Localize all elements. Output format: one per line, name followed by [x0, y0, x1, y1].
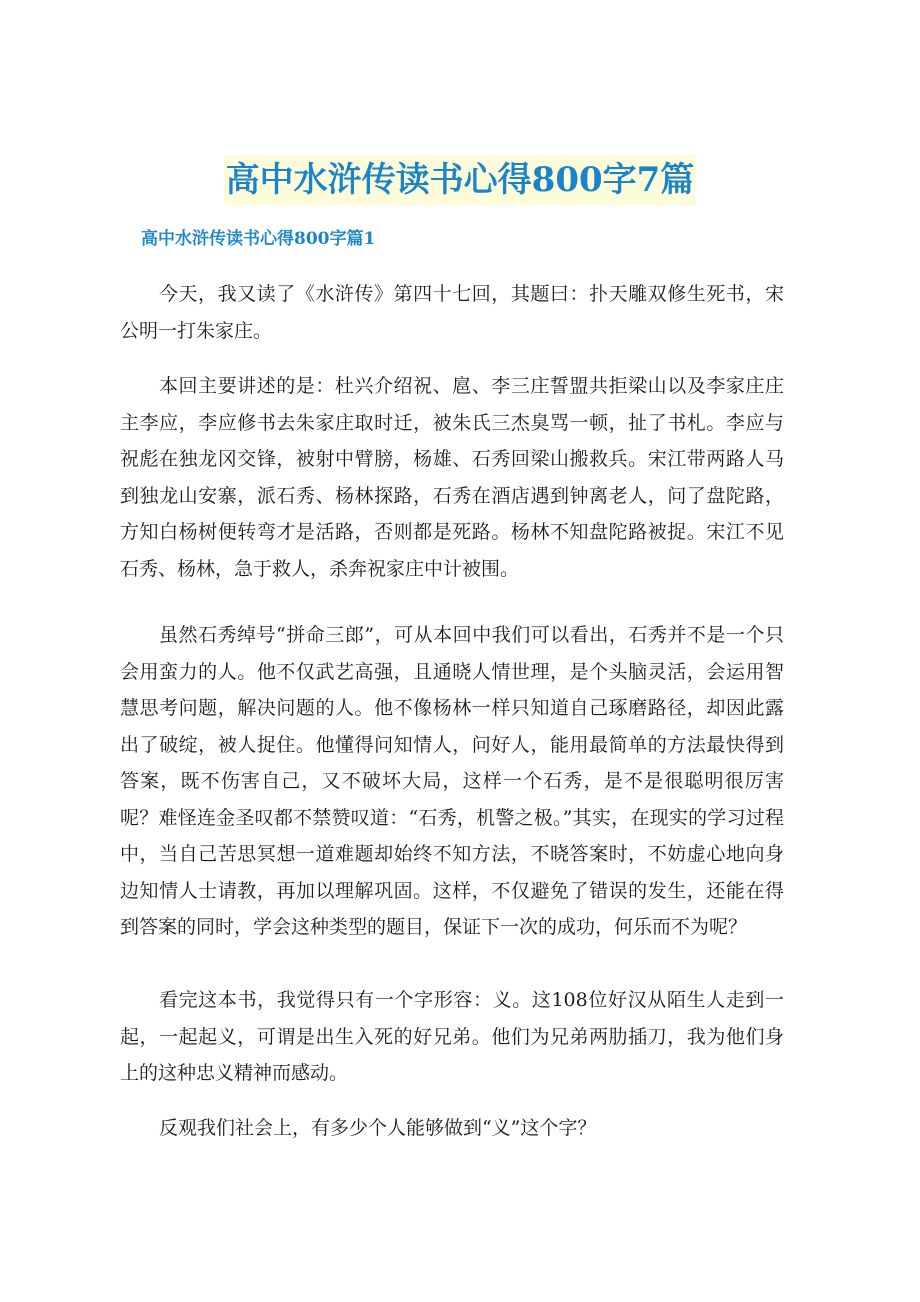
- paragraph-2: 本回主要讲述的是：杜兴介绍祝、扈、李三庄誓盟共拒梁山以及李家庄庄主李应，李应修书去朱家庄取时迁，被朱氏三杰臭骂一顿，扯了书札。李应与祝彪在独龙冈交锋，被射中臂膀，杨雄、石秀回梁山搬救兵。宋江带两路人马到独龙山安寨，派石秀、杨林探路，石秀在酒店遇到钟离老人，问了盘陀路，方知白杨树便转弯才是活路，否则都是死路。杨林不知盘陀路被捉。宋江不见石秀、杨林，急于救人，杀奔祝家庄中计被围。: [120, 375, 784, 580]
- document-title: 高中水浒传读书心得800字7篇: [224, 155, 697, 205]
- section-heading: 高中水浒传读书心得800字篇1: [141, 229, 376, 249]
- paragraph-4: 看完这本书，我觉得只有一个字形容：义。这108位好汉从陌生人走到一起，一起起义，可谓是出生入死的好兄弟。他们为兄弟两肋插刀，我为他们身上的这种忠义精神而感动。: [120, 989, 784, 1084]
- paragraph-5: 反观我们社会上，有多少个人能够做到“义”这个字？: [158, 1117, 597, 1139]
- paragraph-3: 虽然石秀绰号“拼命三郎”，可从本回中我们可以看出，石秀并不是一个只会用蛮力的人。他不仅武艺高强，且通晓人情世理，是个头脑灵活，会运用智慧思考问题，解决问题的人。他不像杨林一样只知道自己琢磨路径，却因此露出了破绽，被人捉住。他懂得问知情人，问好人，能用最简单的方法最快得到答案，既不伤害自己，又不破坏大局，这样一个石秀，是不是很聪明很厉害呢？难怪连金圣叹都不禁赞叹道：“石秀，机警之极。”其实，在现实的学习过程中，当自己苦思冥想一道难题却始终不知方法，不晓答案时，不妨虚心地向身边知情人士请教，再加以理解巩固。这样，不仅避免了错误的发生，还能在得到答案的同时，学会这种类型的题目，保证下一次的成功，何乐而不为呢？: [120, 624, 784, 938]
- title-container: [0, 132, 920, 228]
- paragraph-1: 今天，我又读了《水浒传》第四十七回，其题曰：扑天雕双修生死书，宋公明一打朱家庄。: [120, 283, 784, 342]
